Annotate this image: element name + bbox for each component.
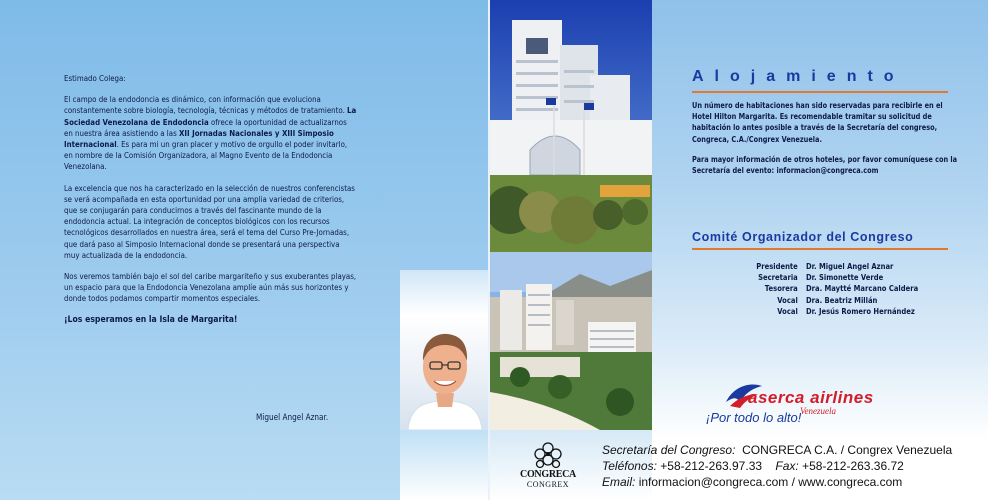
committee-row — [692, 283, 918, 294]
congreca-logo-name: CONGRECA — [520, 469, 576, 480]
hotel-photo — [490, 0, 652, 252]
contact-phone[interactable]: +58-212-263.97.33 — [660, 459, 763, 473]
contact-value-secretaria: CONGRECA C.A. / Congrex Venezuela — [742, 443, 953, 457]
alojamiento-heading: Alojamiento — [692, 68, 905, 85]
airline-name: aserca airlines — [748, 388, 874, 407]
letter-body — [64, 73, 356, 336]
alojamiento-paragraph-2: Para mayor información de otros hoteles, por favor comuníquese con la Secretaría del evento: informacion@congreca.com — [692, 153, 958, 176]
congreca-flower-icon — [518, 440, 578, 470]
airline-country: Venezuela — [800, 406, 836, 416]
congreca-logo — [518, 440, 578, 498]
portrait-image — [400, 315, 490, 430]
alojamiento-paragraph-1: Un número de habitaciones han sido reservadas para recibirle en el Hotel Hilton Margarita. Es recomendable tramitar su solicitud de habitación lo antes posible a través de la Secretaría del congreso, Congreca, C.A./Congrex Venezuela. — [692, 100, 943, 144]
committee-member-name: Dra. Beatriz Millán — [805, 294, 878, 305]
letter-p1-text-a: El campo de la endodoncia es dinámico, con información que evoluciona constantemente sobre biología, tecnología, técnicas y métodos de tratamiento. — [64, 94, 348, 116]
committee-rule — [692, 248, 948, 250]
committee-role: Secretaria — [758, 272, 798, 283]
contact-fax: +58-212-263.36.72 — [802, 459, 904, 473]
contact-line-email — [602, 474, 952, 490]
hotel-image — [490, 0, 652, 252]
footer-contact — [490, 430, 988, 500]
committee-heading: Comité Organizador del Congreso — [692, 230, 914, 244]
contact-block — [602, 442, 952, 490]
letter-p1-text-e: . Es para mi un gran placer y motivo de orgullo el poder invitarlo, en nombre de la Comisión Organizadora, al Magno Evento de la Endodoncia Venezolana. — [64, 139, 348, 172]
photo-background — [400, 270, 490, 315]
committee-row — [692, 306, 918, 317]
portrait-photo — [400, 315, 490, 430]
letter-signature: Miguel Angel Aznar. — [256, 413, 329, 423]
letter-paragraph-1 — [64, 94, 356, 172]
contact-label-phones: Teléfonos: — [602, 459, 657, 473]
contact-line-phones — [602, 458, 952, 474]
contact-label-email: Email: — [602, 475, 636, 489]
alojamiento-rule — [692, 91, 948, 93]
city-photo — [490, 252, 652, 430]
committee-member-name: Dr. Jesús Romero Hernández — [805, 305, 915, 316]
alojamiento-body — [692, 100, 964, 185]
committee-row — [692, 261, 918, 272]
contact-line-secretaria — [602, 442, 952, 458]
committee-member-name: Dr. Simonette Verde — [805, 272, 884, 283]
committee-role: Tesorera — [764, 283, 798, 294]
contact-label-fax: Fax: — [775, 459, 799, 473]
committee-role: Vocal — [777, 294, 798, 305]
photo-bottom-fade — [400, 430, 490, 500]
airline-slogan: ¡Por todo lo alto! — [706, 410, 802, 425]
city-image — [490, 252, 652, 430]
contact-email-web[interactable]: informacion@congreca.com / www.congreca.com — [638, 475, 903, 489]
committee-role: Vocal — [777, 305, 798, 316]
contact-label-secretaria: Secretaría del Congreso: — [602, 443, 736, 457]
committee-role: Presidente — [756, 261, 798, 271]
committee-row — [692, 295, 918, 306]
committee-member-name: Dr. Miguel Angel Aznar — [805, 261, 894, 271]
letter-paragraph-2: La excelencia que nos ha caracterizado en la selección de nuestros conferencistas se verá acompañada en esta oportunidad por una amplia variedad de criterios, que se conjugarán para conducirnos a través del fascinante mundo de la endodoncia actual. La integración de conceptos biológicos con los recursos tecnológicos desarrollados en nuestra área, será el tema del Curso Pre-Jornadas, que dará paso al Simposio Internacional donde se presentará una perspectiva muy actualizada de la endodoncia. — [64, 182, 355, 260]
committee-member-name: Dra. Maytté Marcano Caldera — [805, 283, 919, 294]
letter-p1-event: XII Jornadas Nacionales y XIII Simposio Internacional — [64, 127, 334, 150]
letter-p1-society: La Sociedad Venezolana de Endodoncia — [64, 105, 357, 127]
letter-greeting: Estimado Colega: — [64, 73, 126, 83]
letter-paragraph-3: Nos veremos también bajo el sol del caribe margariteño y sus exuberantes playas, un espacio para que la Endodoncia Venezolana amplíe aún más sus horizontes y donde todos podamos compartir momentos especiales. — [64, 271, 357, 304]
committee-row — [692, 272, 918, 283]
info-panel — [652, 0, 988, 500]
congreca-logo-sub: CONGREX — [526, 480, 570, 489]
committee-list — [692, 261, 918, 317]
letter-closing: ¡Los esperamos en la Isla de Margarita! — [64, 314, 238, 325]
letter-p1-text-c: ofrece la oportunidad de actualizarnos en nuestra área asistiendo a las — [64, 116, 347, 138]
